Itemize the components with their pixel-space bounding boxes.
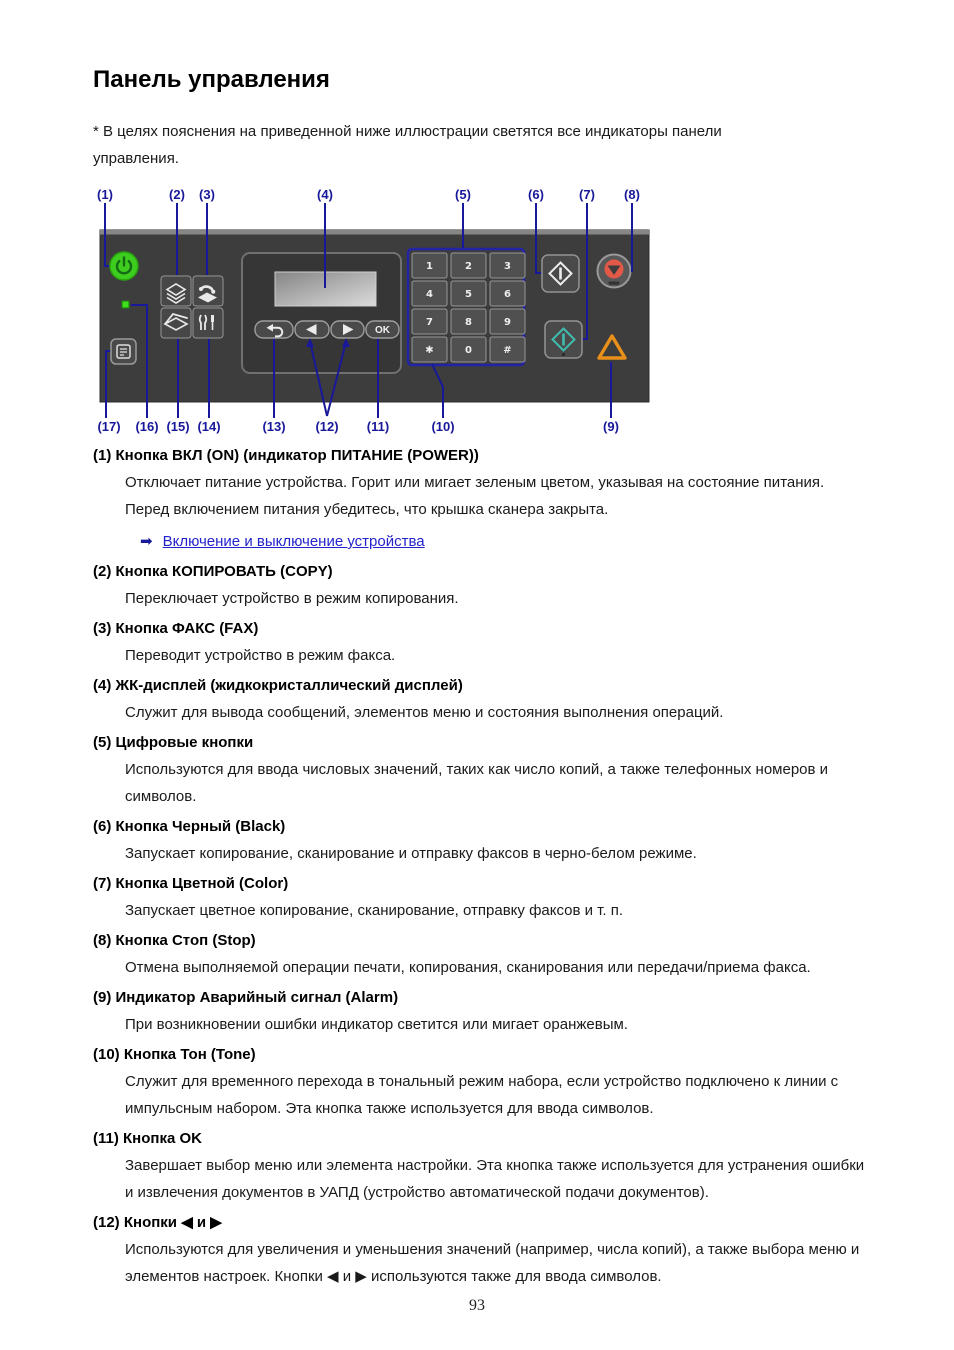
item-description: Запускает цветное копирование, сканирование, отправку факсов и т. п. (125, 902, 624, 919)
link-row (140, 528, 894, 555)
callout-10: (10) (431, 419, 455, 434)
left-arrow-button (295, 321, 329, 338)
item-number: (10) (93, 1046, 120, 1063)
right-arrow-button (331, 321, 364, 338)
fax-memory-led (122, 301, 129, 308)
callout-16: (16) (135, 419, 159, 434)
item-number: (7) (93, 875, 112, 892)
item-title: Кнопки ◀ и ▶ (123, 1214, 222, 1231)
paper-settings-button (111, 339, 136, 364)
panel-item (93, 870, 894, 924)
black-start-button (542, 255, 579, 292)
page-number: 93 (469, 1297, 485, 1314)
panel-item (93, 984, 894, 1038)
stop-icon (605, 260, 624, 279)
callout-9: (9) (603, 419, 619, 434)
item-heading (93, 870, 894, 897)
stop-button (598, 255, 631, 288)
item-description: Служит для временного перехода в тональный режим набора, если устройство подключено к линии с импульсным набором. Эта кнопка также используется для ввода символов. (125, 1073, 839, 1117)
item-description: Отключает питание устройства. Горит или мигает зеленым цветом, указывая на состояние питания. Перед включением питания убедитесь, что крышка сканера закрыта. (125, 474, 825, 518)
panel-item (93, 558, 894, 612)
item-title: Кнопка Стоп (Stop) (115, 932, 256, 949)
item-description: Переводит устройство в режим факса. (125, 647, 396, 664)
key-tone: ✱ (425, 345, 434, 356)
item-number: (11) (93, 1130, 119, 1147)
callout-6: (6) (528, 187, 544, 202)
callout-11: (11) (366, 419, 390, 434)
key-9: 9 (504, 317, 511, 328)
page-title: Панель управления (93, 66, 330, 93)
key-hash: # (503, 345, 512, 356)
control-panel-illustration (95, 182, 660, 434)
setup-button (193, 308, 223, 338)
item-heading (93, 813, 894, 840)
related-topic-link[interactable]: Включение и выключение устройства (162, 533, 425, 550)
item-heading (93, 1209, 894, 1236)
item-heading (93, 1125, 894, 1152)
item-heading (93, 615, 894, 642)
callout-15: (15) (166, 419, 190, 434)
item-number: (12) (93, 1214, 120, 1231)
item-number: (8) (93, 932, 112, 949)
key-3: 3 (504, 261, 511, 272)
panel-item (93, 1209, 894, 1290)
item-title: Кнопка КОПИРОВАТЬ (COPY) (115, 563, 333, 580)
key-2: 2 (465, 261, 472, 272)
fax-button (193, 276, 223, 306)
item-heading (93, 442, 894, 469)
callout-8: (8) (624, 187, 640, 202)
ok-button-label: OK (375, 325, 390, 336)
panel-item (93, 615, 894, 669)
item-number: (2) (93, 563, 112, 580)
panel-item (93, 672, 894, 726)
callout-4: (4) (317, 187, 333, 202)
item-title: Кнопка Черный (Black) (115, 818, 286, 835)
item-title: Кнопка ВКЛ (ON) (индикатор ПИТАНИЕ (POWER)) (115, 447, 479, 464)
ok-button (366, 321, 399, 338)
item-description: Переключает устройство в режим копирования. (125, 590, 459, 607)
control-panel-diagram (95, 182, 660, 434)
item-number: (5) (93, 734, 112, 751)
item-number: (1) (93, 447, 112, 464)
key-1: 1 (426, 261, 433, 272)
key-4: 4 (426, 289, 433, 300)
callout-14: (14) (197, 419, 221, 434)
item-heading (93, 672, 894, 699)
item-heading (93, 558, 894, 585)
link-arrow-icon: ➡ (140, 533, 153, 550)
item-title: Кнопка Цветной (Color) (115, 875, 289, 892)
item-description: Используются для увеличения и уменьшения значений (например, числа копий), а также выбора меню и элементов настроек. Кнопки ◀ и ▶ используются также для ввода символов. (125, 1241, 860, 1285)
panel-item (93, 1125, 894, 1206)
color-start-button (545, 321, 582, 358)
callout-17: (17) (97, 419, 121, 434)
item-title: Кнопка OK (123, 1130, 202, 1147)
item-description: Используются для ввода числовых значений, таких как число копий, а также телефонных номеров и символов. (125, 761, 829, 805)
power-button (110, 252, 138, 280)
item-description: При возникновении ошибки индикатор светится или мигает оранжевым. (125, 1016, 628, 1033)
panel-item (93, 813, 894, 867)
panel-item (93, 729, 894, 810)
panel-item (93, 927, 894, 981)
item-number: (9) (93, 989, 112, 1006)
key-5: 5 (465, 289, 472, 300)
item-title: Кнопка Тон (Tone) (123, 1046, 256, 1063)
copy-button (161, 276, 191, 306)
key-7: 7 (426, 317, 433, 328)
item-heading (93, 984, 894, 1011)
item-title: Индикатор Аварийный сигнал (Alarm) (115, 989, 399, 1006)
callout-2: (2) (169, 187, 185, 202)
note-text: * В целях пояснения на приведенной ниже иллюстрации светятся все индикаторы панели управления. (93, 123, 722, 167)
items-list (93, 442, 894, 1290)
back-button (255, 321, 293, 338)
item-description: Отмена выполняемой операции печати, копирования, сканирования или передачи/приема факса. (125, 959, 811, 976)
panel-item (93, 1041, 894, 1122)
item-heading (93, 729, 894, 756)
callout-12: (12) (315, 419, 339, 434)
key-0: 0 (465, 345, 472, 356)
item-number: (3) (93, 620, 112, 637)
item-number: (6) (93, 818, 112, 835)
item-description: Завершает выбор меню или элемента настройки. Эта кнопка также используется для устранения ошибки и извлечения документов в УАПД (устройство автоматической подачи документов). (125, 1157, 865, 1201)
item-title: Цифровые кнопки (115, 734, 254, 751)
item-title: ЖК-дисплей (жидкокристаллический дисплей) (115, 677, 463, 694)
item-description: Служит для вывода сообщений, элементов меню и состояния выполнения операций. (125, 704, 724, 721)
item-heading (93, 1041, 894, 1068)
item-number: (4) (93, 677, 112, 694)
scan-button (161, 308, 191, 338)
item-description: Запускает копирование, сканирование и отправку факсов в черно-белом режиме. (125, 845, 697, 862)
item-title: Кнопка ФАКС (FAX) (115, 620, 259, 637)
key-6: 6 (504, 289, 511, 300)
callout-13: (13) (262, 419, 286, 434)
item-heading (93, 927, 894, 954)
callout-3: (3) (199, 187, 215, 202)
key-8: 8 (465, 317, 472, 328)
panel-item (93, 442, 894, 555)
callout-5: (5) (455, 187, 471, 202)
callout-1: (1) (97, 187, 113, 202)
callout-7: (7) (579, 187, 595, 202)
